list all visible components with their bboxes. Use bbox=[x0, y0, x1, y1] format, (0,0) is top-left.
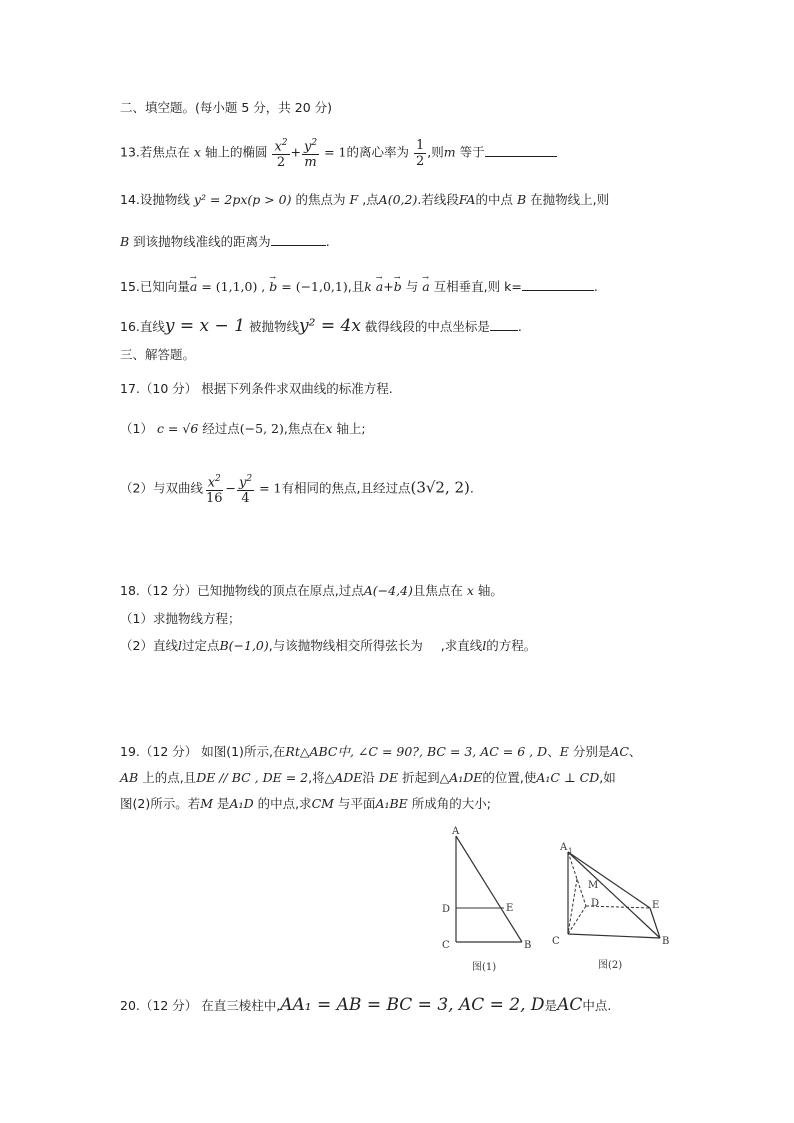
question-15: 15.已知向量→ a = (1,1,0) , → b = (−1,0,1),且k → a+→ b 与 → a 互相垂直,则 k= . bbox=[120, 278, 598, 296]
figure-2-caption: 图(2) bbox=[598, 960, 623, 971]
label-M: M bbox=[588, 880, 599, 891]
section-3-title: 三、解答题。 bbox=[120, 347, 196, 362]
label-A1: A bbox=[560, 842, 568, 853]
question-14-line2: B 到该抛物线准线的距离为 . bbox=[120, 234, 330, 249]
label-B: B bbox=[524, 940, 532, 951]
question-14: 14.设抛物线 y² = 2px(p > 0) 的焦点为 F ,点A(0,2).若线段FA的中点 B 在抛物线上,则 bbox=[120, 192, 610, 207]
figure-2 bbox=[552, 842, 669, 971]
figure-1 bbox=[442, 826, 531, 973]
geometry-figures bbox=[420, 818, 690, 978]
label-A: A bbox=[452, 826, 460, 837]
question-19-line2: AB 上的点,且DE // BC , DE = 2,将△ADE沿 DE 折起到△A₁DE的位置,使A₁C ⊥ CD,如 bbox=[120, 770, 616, 785]
label-C: C bbox=[442, 940, 450, 951]
question-20: 20.（12 分） 在直三棱柱中,AA₁ = AB = BC = 3, AC = 2, D是AC中点. bbox=[120, 995, 612, 1015]
question-18: 18.（12 分）已知抛物线的顶点在原点,过点A(−4,4)且焦点在 x 轴。 bbox=[120, 583, 503, 598]
label-D: D bbox=[442, 904, 451, 915]
question-16: 16.直线y = x − 1 被抛物线y² = 4x 截得线段的中点坐标是 . bbox=[120, 316, 522, 336]
figure-1-caption: 图(1) bbox=[472, 962, 497, 973]
question-18-part1: （1）求抛物线方程； bbox=[120, 611, 241, 626]
question-13: 13.若焦点在 x 轴上的椭圆 $\frac{x^2}{2}$ + $\frac{y^2}{m}$ = 1的离心率为 $\frac{1}{2}$ ,则m 等于 bbox=[120, 136, 557, 170]
question-17-part1: （1） c = √6 经过点(−5, 2),焦点在x 轴上; bbox=[120, 421, 366, 436]
question-17: 17.（10 分） 根据下列条件求双曲线的标准方程. bbox=[120, 381, 393, 396]
label-A1-subscript: 1 bbox=[568, 847, 573, 855]
label-B2: B bbox=[662, 936, 670, 947]
label-E: E bbox=[506, 903, 514, 914]
label-D2: D bbox=[591, 898, 600, 909]
question-18-part2: （2）直线l过定点B(−1,0),与该抛物线相交所得弦长为 ,求直线l的方程。 bbox=[120, 638, 537, 653]
question-17-part2: （2）与双曲线 $\frac{x^2}{16}$ − $\frac{y^2}{4}$ = 1有相同的焦点,且经过点(3√2, 2). bbox=[120, 474, 474, 507]
section-2-title: 二、填空题。(每小题 5 分，共 20 分) bbox=[120, 100, 333, 115]
question-19-line3: 图(2)所示。若M 是A₁D 的中点,求CM 与平面A₁BE 所成角的大小; bbox=[120, 796, 491, 811]
label-C2: C bbox=[552, 936, 560, 947]
label-E2: E bbox=[652, 900, 660, 911]
question-19: 19.（12 分） 如图(1)所示,在Rt△ABC中, ∠C = 90?, BC = 3, AC = 6 , D、E 分别是AC、 bbox=[120, 744, 642, 759]
